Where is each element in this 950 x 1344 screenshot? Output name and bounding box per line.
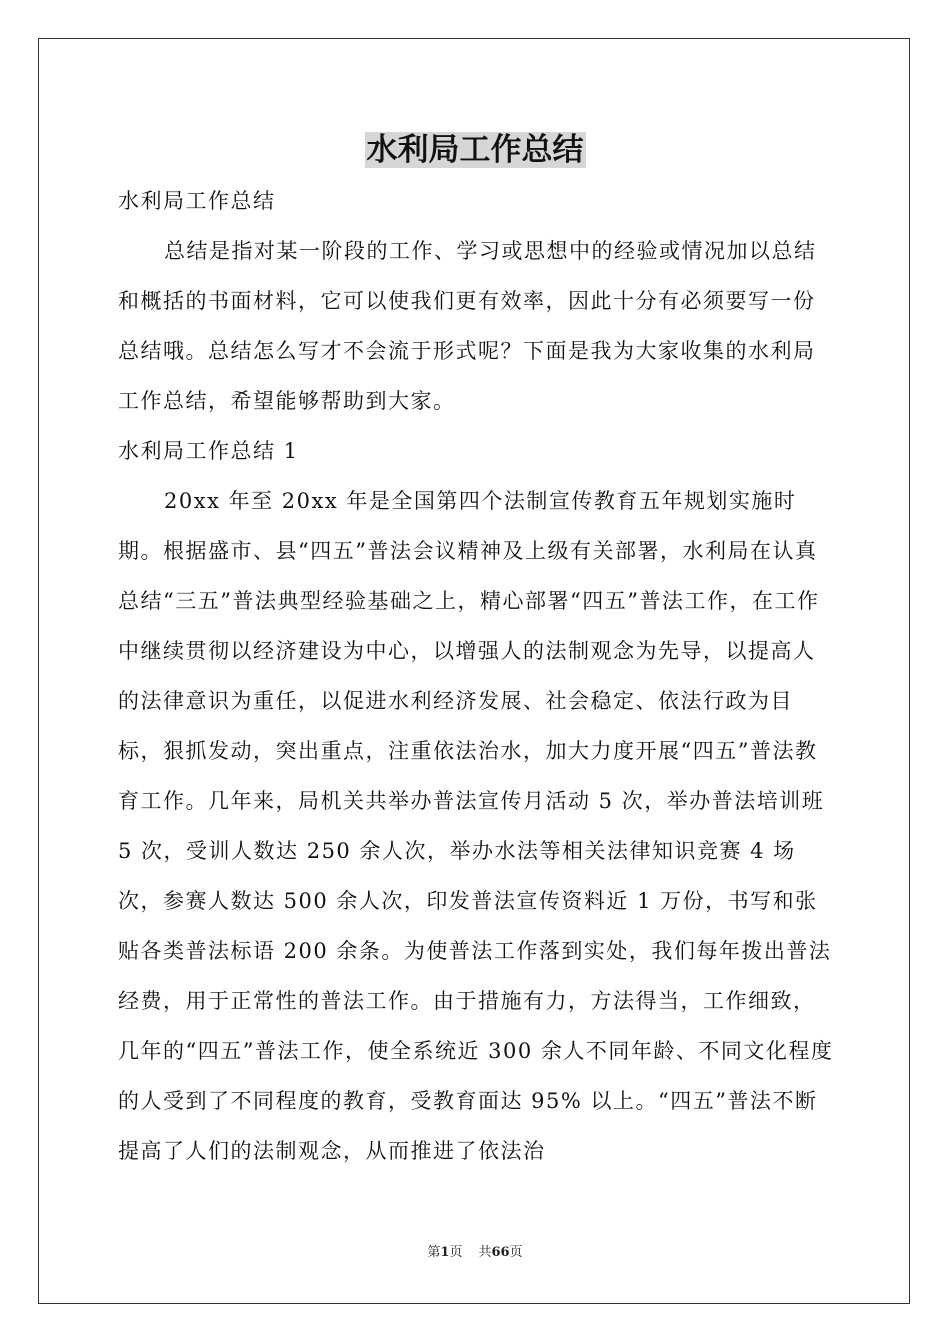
intro-paragraph: 总结是指对某一阶段的工作、学习或思想中的经验或情况加以总结和概括的书面材料，它可以使我们更有效率，因此十分有必须要写一份总结哦。总结怎么写才不会流于形式呢？下面是我为大家收集的水利局工作总结，希望能够帮助到大家。 bbox=[118, 239, 817, 413]
section-heading: 水利局工作总结 1 bbox=[118, 439, 299, 463]
footer-total-suffix: 页 bbox=[509, 1245, 523, 1260]
document-body bbox=[118, 176, 836, 1176]
footer-page-suffix: 页 bbox=[449, 1245, 463, 1260]
page-footer bbox=[0, 1244, 950, 1262]
document-title-text: 水利局工作总结 bbox=[366, 132, 584, 168]
footer-page-prefix: 第 bbox=[427, 1245, 441, 1260]
intro-heading: 水利局工作总结 bbox=[118, 189, 276, 213]
footer-page-total: 66 bbox=[491, 1245, 510, 1260]
section-paragraph: 20xx 年至 20xx 年是全国第四个法制宣传教育五年规划实施时期。根据盛市、县“四五”普法会议精神及上级有关部署，水利局在认真总结“三五”普法典型经验基础之上，精心部署“四五”普法工作，在工作中继续贯彻以经济建设为中心，以增强人的法制观念为先导，以提高人的法律意识为重任，以促进水利经济发展、社会稳定、依法行政为目标，狠抓发动，突出重点，注重依法治水，加大力度开展“四五”普法教育工作。几年来，局机关共举办普法宣传月活动 5 次，举办普法培训班 5 次，受训人数达 250 余人次，举办水法等相关法律知识竞赛 4 场次，参赛人数达 500 余人次，印发普法宣传资料近 1 万份，书写和张贴各类普法标语 200 余条。为使普法工作落到实处，我们每年拨出普法经费，用于正常性的普法工作。由于措施有力，方法得当，工作细致，几年的“四五”普法工作，使全系统近 300 余人不同年龄、不同文化程度的人受到了不同程度的教育，受教育面达 95% 以上。“四五”普法不断提高了人们的法制观念，从而推进了依法治 bbox=[118, 489, 834, 1163]
footer-total-prefix: 共 bbox=[478, 1245, 492, 1260]
document-title bbox=[0, 128, 950, 172]
footer-page-current: 1 bbox=[440, 1245, 450, 1260]
